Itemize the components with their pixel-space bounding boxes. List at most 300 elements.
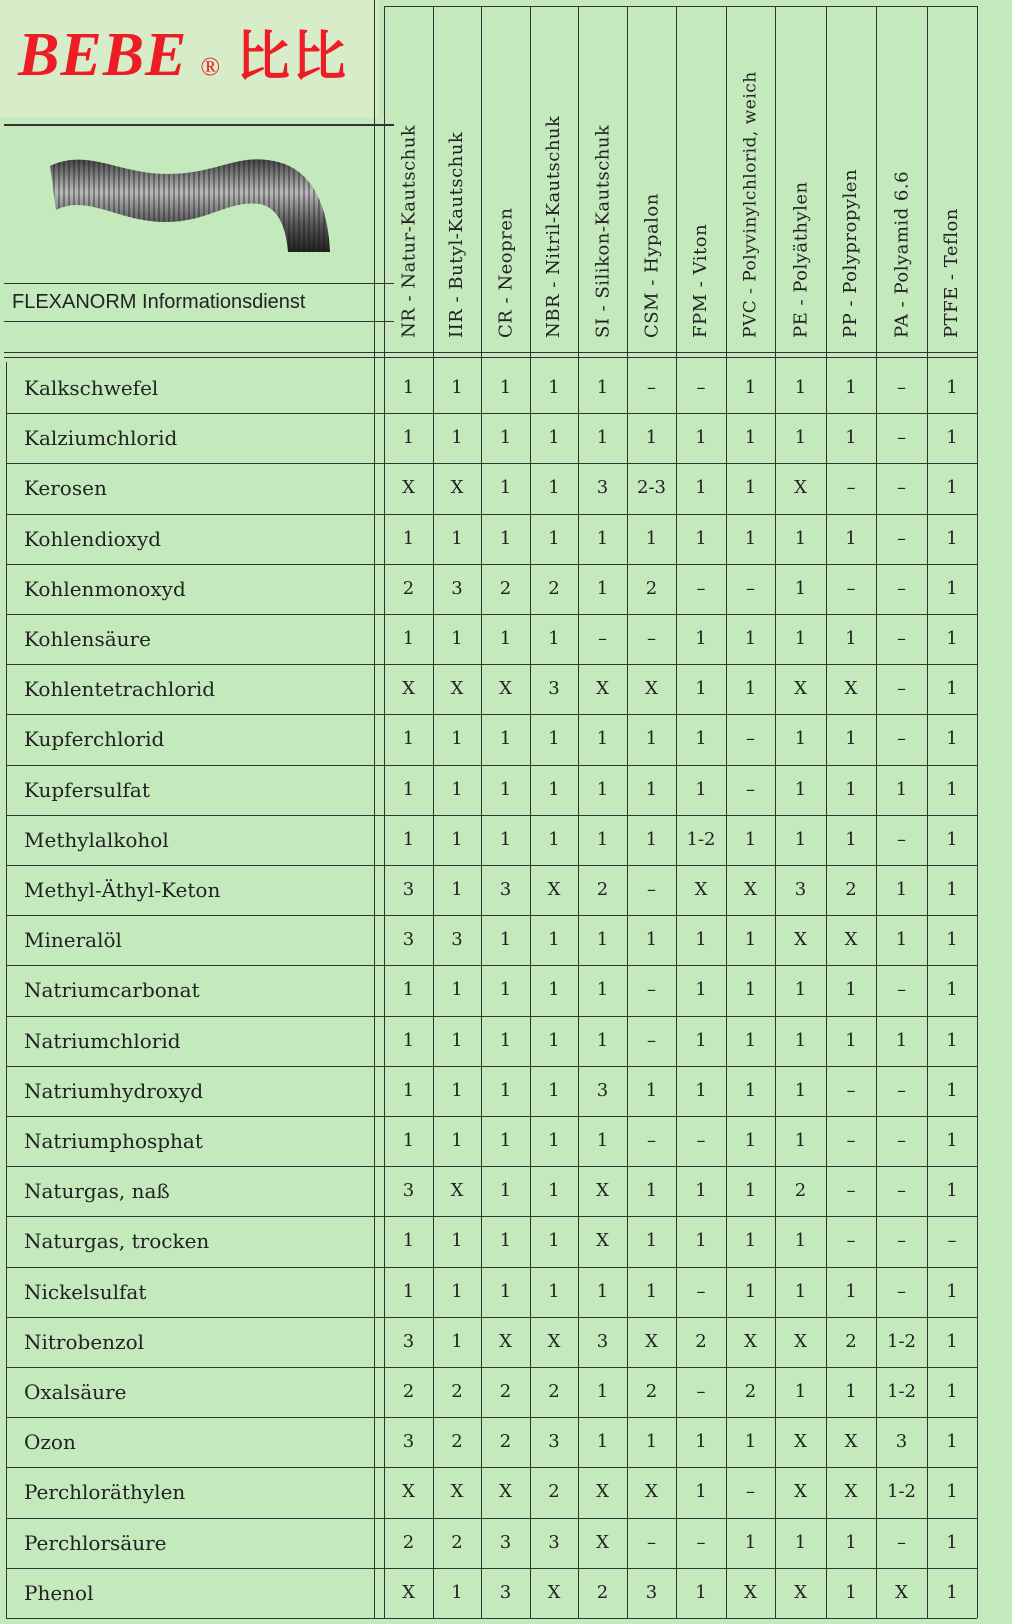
table-cell: 1 xyxy=(744,527,757,549)
table-cell: 1 xyxy=(845,377,857,398)
row-label: Kupfersulfat xyxy=(24,777,150,802)
table-row xyxy=(6,714,977,764)
column-header xyxy=(433,8,481,350)
table-row xyxy=(6,1166,977,1216)
column-header xyxy=(876,8,927,350)
table-row xyxy=(6,564,977,614)
table-cell: 3 xyxy=(548,1431,560,1453)
table-cell: 1 xyxy=(794,1029,807,1051)
table-cell: 3 xyxy=(596,477,609,499)
table-cell: 1 xyxy=(845,828,857,850)
table-cell: 1 xyxy=(499,1130,512,1151)
table-cell: 1 xyxy=(695,427,707,449)
table-cell: – xyxy=(696,1130,706,1151)
table-row xyxy=(6,1066,977,1116)
column-header-label: PVC - Polyvinylchlorid, weich xyxy=(740,71,760,338)
row-label: Kohlensäure xyxy=(24,627,151,651)
table-cell: 1 xyxy=(946,1481,958,1503)
table-cell: 1 xyxy=(596,427,609,449)
table-cell: 1 xyxy=(402,1029,415,1051)
table-cell: 1 xyxy=(794,1280,807,1302)
table-cell: – xyxy=(746,778,755,800)
flexible-hose-image xyxy=(48,144,338,254)
table-cell: 1 xyxy=(744,427,757,449)
table-cell: 3 xyxy=(548,1531,560,1553)
table-cell: 1 xyxy=(402,979,415,1001)
table-cell: 1-2 xyxy=(887,1481,916,1503)
table-cell: X xyxy=(499,1330,512,1352)
row-label: Kupferchlorid xyxy=(24,727,165,752)
table-cell: 1 xyxy=(548,1180,560,1202)
table-cell: 1 xyxy=(744,628,757,649)
table-row xyxy=(6,363,977,413)
table-cell: – xyxy=(897,1180,906,1202)
table-cell: – xyxy=(746,1481,755,1503)
table-cell: 2 xyxy=(845,879,857,900)
table-cell: 1 xyxy=(548,527,560,549)
table-cell: 1 xyxy=(845,427,857,449)
table-cell: 1 xyxy=(946,929,958,951)
column-header xyxy=(775,8,826,350)
table-cell: 1 xyxy=(794,427,807,449)
table-cell: 3 xyxy=(499,1581,512,1603)
table-cell: 1 xyxy=(596,527,609,549)
table-cell: 1 xyxy=(895,879,908,900)
table-cell: 1 xyxy=(946,778,958,800)
table-cell: – xyxy=(897,1230,906,1252)
table-cell: X xyxy=(794,678,807,700)
table-cell: 1 xyxy=(794,828,807,850)
table-cell: 3 xyxy=(645,1581,658,1603)
table-cell: 1 xyxy=(946,1330,958,1352)
table-cell: 1 xyxy=(946,1079,958,1101)
table-cell: 3 xyxy=(402,1431,415,1453)
table-cell: 2 xyxy=(548,577,560,599)
table-row xyxy=(6,1568,977,1618)
table-cell: 2 xyxy=(499,1381,512,1402)
table-cell: 3 xyxy=(402,1330,415,1352)
table-row xyxy=(6,1116,977,1166)
table-cell: X xyxy=(450,1180,464,1202)
table-cell: 2 xyxy=(499,1431,512,1453)
table-cell: 2 xyxy=(402,577,415,599)
table-cell: 1 xyxy=(402,377,415,398)
table-cell: 3 xyxy=(548,678,560,700)
table-cell: 2 xyxy=(499,577,512,599)
column-header xyxy=(578,8,627,350)
table-row xyxy=(6,1216,977,1266)
table-cell: 1 xyxy=(451,979,463,1001)
table-cell: 1 xyxy=(596,1280,609,1302)
table-cell: 1 xyxy=(645,527,658,549)
table-cell: 1 xyxy=(548,1079,560,1101)
table-cell: 1 xyxy=(946,1431,958,1453)
table-cell: 2 xyxy=(794,1180,807,1202)
table-row xyxy=(6,865,977,915)
column-header-label: IIR - Butyl-Kautschuk xyxy=(446,131,467,338)
table-cell: 1 xyxy=(695,527,707,549)
table-cell: 1 xyxy=(499,427,512,449)
table-cell: 2 xyxy=(451,1431,463,1453)
table-cell: 1 xyxy=(845,728,857,750)
table-cell: – xyxy=(647,1029,656,1051)
table-cell: 1 xyxy=(645,1230,658,1252)
table-cell: 1 xyxy=(744,678,757,700)
table-cell: 1 xyxy=(499,377,512,398)
table-cell: – xyxy=(598,628,607,649)
table-cell: 1 xyxy=(845,979,857,1001)
table-cell: 2 xyxy=(596,879,609,900)
table-cell: 2 xyxy=(451,1531,463,1553)
table-cell: X xyxy=(895,1581,908,1603)
divider xyxy=(384,6,977,7)
column-header-label: NBR - Nitril-Kautschuk xyxy=(543,115,564,338)
divider xyxy=(4,357,977,358)
table-row xyxy=(6,463,977,513)
row-label: Ozon xyxy=(24,1430,76,1455)
table-cell: X xyxy=(744,1330,757,1352)
column-header xyxy=(726,8,775,350)
table-cell: 1-2 xyxy=(686,828,716,850)
table-cell: 1 xyxy=(845,1531,857,1553)
table-cell: X xyxy=(744,879,757,900)
table-cell: X xyxy=(402,477,415,499)
table-cell: 3 xyxy=(451,577,463,599)
table-cell: 1 xyxy=(946,879,958,900)
table-cell: – xyxy=(897,427,906,449)
table-cell: 1 xyxy=(451,1079,463,1101)
table-cell: 1 xyxy=(695,1481,707,1503)
table-cell: 1 xyxy=(499,1180,512,1202)
registered-mark: ® xyxy=(200,52,220,81)
table-cell: X xyxy=(596,1531,609,1553)
table-cell: 1 xyxy=(744,1029,757,1051)
table-cell: 1 xyxy=(402,427,415,449)
table-cell: X xyxy=(596,1481,609,1503)
column-header xyxy=(530,8,578,350)
table-cell: X xyxy=(844,929,858,951)
table-cell: 1 xyxy=(946,377,958,398)
table-cell: – xyxy=(846,477,856,499)
table-cell: 1 xyxy=(946,1180,958,1202)
row-divider xyxy=(6,1618,977,1619)
table-cell: – xyxy=(846,1079,856,1101)
table-row xyxy=(6,1417,977,1467)
row-label: Naturgas, naß xyxy=(24,1179,170,1204)
table-cell: X xyxy=(596,1230,609,1252)
table-cell: – xyxy=(696,577,706,599)
table-row xyxy=(6,1367,977,1417)
table-cell: 1 xyxy=(744,1079,757,1101)
row-label: Kalziumchlorid xyxy=(24,426,178,451)
table-cell: 1 xyxy=(451,1581,463,1603)
table-cell: 1 xyxy=(596,1029,609,1051)
table-cell: 1 xyxy=(695,628,707,649)
table-cell: – xyxy=(846,1130,856,1151)
row-label: Natriumphosphat xyxy=(24,1129,203,1153)
table-cell: – xyxy=(897,1079,906,1101)
row-label: Methyl-Äthyl-Keton xyxy=(24,878,221,902)
table-row xyxy=(6,815,977,865)
column-header-label: PP - Polypropylen xyxy=(840,168,861,338)
table-cell: 1 xyxy=(451,778,463,800)
table-cell: 1 xyxy=(402,728,415,750)
table-cell: – xyxy=(746,577,755,599)
table-cell: 1 xyxy=(548,377,560,398)
table-cell: 1 xyxy=(946,477,958,499)
row-label: Mineralöl xyxy=(24,928,122,953)
table-cell: 1 xyxy=(499,527,512,549)
logo-area xyxy=(0,0,378,118)
table-cell: 3 xyxy=(596,1079,609,1101)
table-cell: 1 xyxy=(596,778,609,800)
table-cell: 1 xyxy=(946,828,958,850)
table-cell: 1 xyxy=(596,979,609,1001)
row-label: Naturgas, trocken xyxy=(24,1229,210,1254)
table-cell: 1 xyxy=(845,1581,857,1603)
table-cell: – xyxy=(647,1531,656,1553)
table-cell: X xyxy=(694,879,708,900)
table-cell: 1 xyxy=(744,477,757,499)
table-cell: 1 xyxy=(645,929,658,951)
column-header xyxy=(627,8,676,350)
table-cell: 1 xyxy=(402,1230,415,1252)
table-cell: 1 xyxy=(451,1330,463,1352)
table-cell: 1 xyxy=(794,728,807,750)
table-cell: 3 xyxy=(402,879,415,900)
table-cell: 1 xyxy=(946,1130,958,1151)
table-cell: X xyxy=(596,1180,609,1202)
table-cell: 1 xyxy=(645,778,658,800)
table-cell: – xyxy=(897,1280,906,1302)
table-cell: 1 xyxy=(895,929,908,951)
row-label: Kohlenmonoxyd xyxy=(24,576,186,601)
row-label: Natriumhydroxyd xyxy=(24,1078,204,1103)
row-label: Phenol xyxy=(24,1580,94,1605)
table-cell: 1 xyxy=(451,728,463,750)
table-cell: X xyxy=(499,1481,512,1503)
table-cell: X xyxy=(844,678,858,700)
table-cell: 1 xyxy=(946,1581,958,1603)
table-cell: 1 xyxy=(548,929,560,951)
table-cell: 1 xyxy=(794,1130,807,1151)
table-cell: 1 xyxy=(596,828,609,850)
table-cell: – xyxy=(897,628,906,649)
table-cell: 1 xyxy=(946,728,958,750)
table-cell: X xyxy=(402,678,415,700)
column-header-label: SI - Silikon-Kautschuk xyxy=(592,124,613,338)
table-cell: 1 xyxy=(499,1079,512,1101)
table-cell: 1 xyxy=(499,628,512,649)
table-cell: 3 xyxy=(451,929,463,951)
table-cell: – xyxy=(897,979,906,1001)
table-row xyxy=(6,413,977,463)
divider xyxy=(4,352,977,353)
column-header xyxy=(384,8,433,350)
table-cell: – xyxy=(647,628,656,649)
row-label: Kohlentetrachlorid xyxy=(24,677,216,702)
table-cell: 1 xyxy=(451,527,463,549)
header-left-panel xyxy=(4,124,394,364)
table-cell: 1 xyxy=(548,728,560,750)
table-cell: 1 xyxy=(499,477,512,499)
table-row xyxy=(6,915,977,965)
table-cell: 1 xyxy=(548,477,560,499)
table-cell: – xyxy=(696,1531,706,1553)
table-cell: 1 xyxy=(548,828,560,850)
table-cell: 2 xyxy=(744,1381,757,1402)
column-header-label: CR - Neopren xyxy=(495,207,516,338)
column-header xyxy=(927,8,977,350)
table-cell: – xyxy=(696,1280,706,1302)
table-cell: 1 xyxy=(548,628,560,649)
table-cell: X xyxy=(744,1581,757,1603)
table-cell: 1 xyxy=(744,1180,757,1202)
table-cell: 1 xyxy=(895,1029,908,1051)
table-cell: 1 xyxy=(695,1230,707,1252)
row-label: Kohlendioxyd xyxy=(24,526,162,551)
table-cell: 2 xyxy=(548,1481,560,1503)
table-cell: 1 xyxy=(845,778,857,800)
table-cell: 2 xyxy=(548,1381,560,1402)
table-cell: – xyxy=(897,577,906,599)
table-cell: 1 xyxy=(744,1280,757,1302)
table-cell: 1 xyxy=(451,1280,463,1302)
table-cell: 1 xyxy=(895,778,908,800)
table-cell: X xyxy=(645,1330,658,1352)
table-cell: X xyxy=(402,1581,415,1603)
column-header-label: NR - Natur-Kautschuk xyxy=(398,124,419,338)
table-cell: 1 xyxy=(794,377,807,398)
table-cell: 1 xyxy=(645,427,658,449)
table-cell: 1 xyxy=(845,527,857,549)
column-header xyxy=(826,8,876,350)
table-cell: X xyxy=(645,1481,658,1503)
table-cell: 3 xyxy=(499,879,512,900)
table-cell: 1 xyxy=(695,1079,707,1101)
table-cell: 1 xyxy=(695,1581,707,1603)
table-cell: 1 xyxy=(451,1029,463,1051)
table-cell: – xyxy=(696,377,706,398)
row-label: Methylalkohol xyxy=(24,827,169,852)
row-label: Natriumcarbonat xyxy=(24,978,200,1003)
table-cell: 1-2 xyxy=(887,1330,916,1352)
row-label: Kerosen xyxy=(24,476,107,501)
table-cell: 1 xyxy=(402,828,415,850)
divider xyxy=(977,6,978,1618)
table-cell: 2 xyxy=(596,1581,609,1603)
table-cell: 1 xyxy=(499,828,512,850)
table-cell: 3 xyxy=(794,879,807,900)
table-cell: – xyxy=(897,1130,906,1151)
table-cell: X xyxy=(794,929,807,951)
table-cell: 1 xyxy=(499,1280,512,1302)
table-cell: 1 xyxy=(499,1230,512,1252)
table-cell: – xyxy=(897,1531,906,1553)
table-row xyxy=(6,1317,977,1367)
table-cell: 1 xyxy=(596,577,609,599)
table-cell: 3 xyxy=(402,929,415,951)
row-label: Oxalsäure xyxy=(24,1380,127,1404)
table-cell: 1 xyxy=(596,929,609,951)
table-cell: – xyxy=(897,828,906,850)
table-cell: 1 xyxy=(794,1531,807,1553)
table-cell: – xyxy=(846,1180,856,1202)
table-row xyxy=(6,664,977,714)
table-cell: 2-3 xyxy=(637,477,666,499)
table-cell: 1 xyxy=(946,678,958,700)
table-cell: X xyxy=(450,477,464,499)
column-header-label: PTFE - Teflon xyxy=(941,208,962,338)
table-cell: 1 xyxy=(946,628,958,649)
table-cell: X xyxy=(547,1581,561,1603)
table-cell: 1 xyxy=(695,1431,707,1453)
table-cell: 1 xyxy=(695,678,707,700)
table-cell: 1 xyxy=(402,527,415,549)
table-cell: 1 xyxy=(548,1280,560,1302)
table-cell: – xyxy=(897,377,906,398)
table-cell: X xyxy=(547,1330,561,1352)
table-cell: 1 xyxy=(548,1029,560,1051)
table-cell: 1 xyxy=(744,828,757,850)
column-header-label: FPM - Viton xyxy=(690,223,711,338)
table-cell: X xyxy=(450,678,464,700)
table-cell: 1 xyxy=(794,1381,807,1402)
column-header xyxy=(481,8,530,350)
column-header xyxy=(676,8,726,350)
table-cell: 1 xyxy=(451,1130,463,1151)
brand-logo-chinese: 比比 xyxy=(236,25,348,88)
table-cell: – xyxy=(647,377,656,398)
table-cell: – xyxy=(897,728,906,750)
table-cell: – xyxy=(846,577,856,599)
table-cell: 2 xyxy=(645,577,658,599)
table-cell: 1 xyxy=(499,778,512,800)
table-cell: 2 xyxy=(402,1531,415,1553)
table-cell: 1 xyxy=(794,1230,807,1252)
table-cell: X xyxy=(645,678,658,700)
table-row xyxy=(6,1267,977,1317)
table-cell: 1 xyxy=(645,828,658,850)
table-cell: 1 xyxy=(744,929,757,951)
table-cell: X xyxy=(794,1330,807,1352)
table-cell: – xyxy=(647,1130,656,1151)
table-cell: X xyxy=(547,879,561,900)
table-cell: 2 xyxy=(695,1330,707,1352)
table-cell: 1 xyxy=(451,427,463,449)
table-cell: 1 xyxy=(548,1230,560,1252)
table-cell: 1 xyxy=(548,427,560,449)
table-cell: 1 xyxy=(744,1130,757,1151)
table-cell: – xyxy=(947,1230,957,1252)
table-cell: 1 xyxy=(499,929,512,951)
table-cell: – xyxy=(647,979,656,1001)
table-cell: 1 xyxy=(402,628,415,649)
table-cell: 3 xyxy=(895,1431,908,1453)
table-cell: 1 xyxy=(794,778,807,800)
table-cell: 1 xyxy=(695,1029,707,1051)
table-cell: 1 xyxy=(499,979,512,1001)
table-cell: X xyxy=(844,1481,858,1503)
table-cell: 1-2 xyxy=(887,1381,916,1402)
table-cell: 1 xyxy=(451,879,463,900)
table-cell: – xyxy=(647,879,656,900)
row-label: Perchloräthylen xyxy=(24,1480,186,1505)
table-cell: 1 xyxy=(645,1180,658,1202)
table-cell: 1 xyxy=(645,1079,658,1101)
table-cell: 1 xyxy=(402,1280,415,1302)
table-cell: 1 xyxy=(695,929,707,951)
